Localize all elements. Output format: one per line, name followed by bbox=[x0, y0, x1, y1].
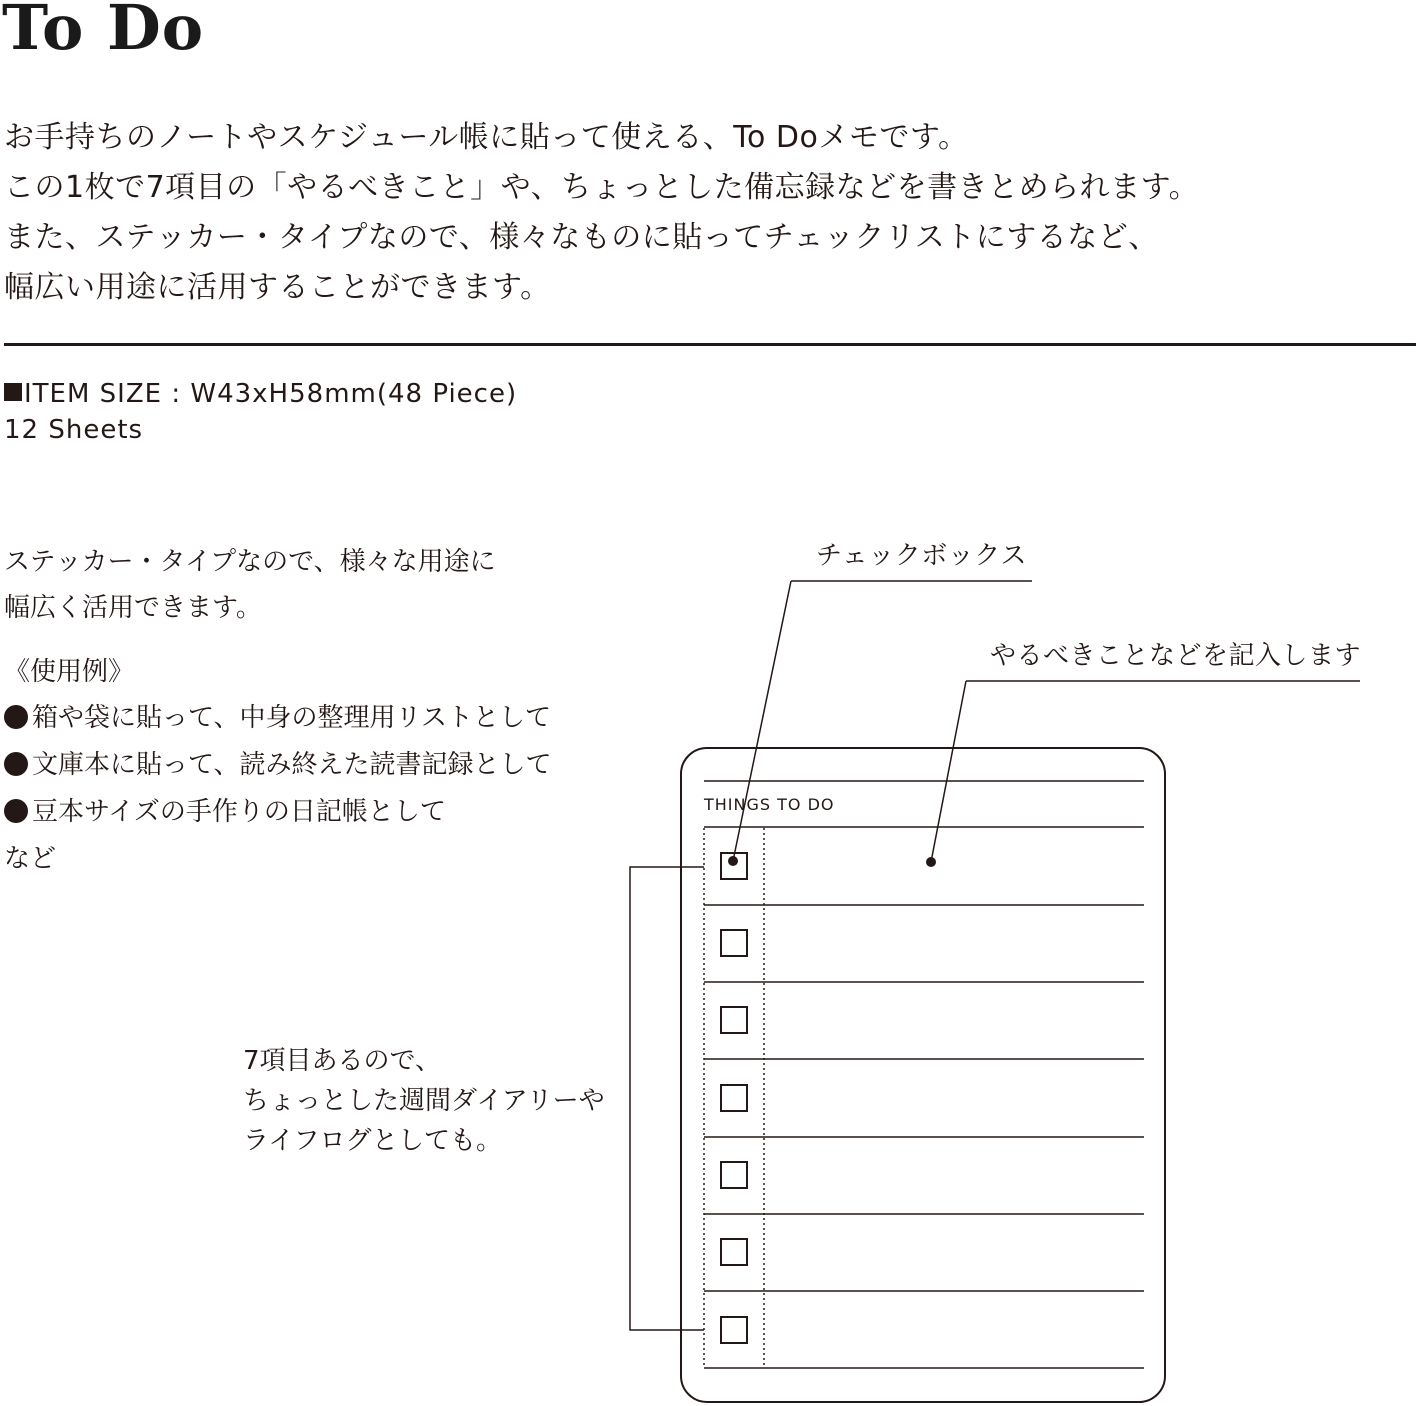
checkbox-callout-leader bbox=[733, 581, 791, 861]
usage-example-text: 豆本サイズの手作りの日記帳として bbox=[32, 797, 446, 827]
checkbox-icon bbox=[721, 930, 747, 956]
card-heading: THINGS TO DO bbox=[704, 795, 835, 814]
checkbox-icon bbox=[721, 1162, 747, 1188]
intro-line: また、ステッカー・タイプなので、様々なものに貼ってチェックリストにするなど、 bbox=[4, 220, 1159, 255]
seven-items-note-line: ちょっとした週間ダイアリーや bbox=[243, 1086, 605, 1116]
checkbox-callout-label: チェックボックス bbox=[816, 541, 1027, 571]
usage-example-text: 文庫本に貼って、読み終えた読書記録として bbox=[32, 750, 552, 780]
item-size-text: ITEM SIZE : W43xH58mm(48 Piece) bbox=[24, 379, 518, 409]
usage-lead-line: ステッカー・タイプなので、様々な用途に bbox=[4, 547, 496, 577]
sticker-card-outline bbox=[681, 748, 1165, 1402]
checkbox-icon bbox=[721, 1317, 747, 1343]
usage-lead-line: 幅広く活用できます。 bbox=[4, 593, 262, 623]
usage-example-text: 箱や袋に貼って、中身の整理用リストとして bbox=[32, 703, 551, 733]
seven-items-bracket bbox=[630, 867, 704, 1330]
entry-callout-label: やるべきことなどを記入します bbox=[990, 641, 1362, 671]
checkbox-icon bbox=[721, 1007, 747, 1033]
seven-items-note-line: ライフログとしても。 bbox=[243, 1126, 502, 1156]
intro-line: この1枚で7項目の「やるべきこと」や、ちょっとした備忘録などを書きとめられます。 bbox=[4, 170, 1200, 205]
checkbox-icon bbox=[721, 1239, 747, 1265]
seven-items-note-line: 7項目あるので、 bbox=[243, 1046, 442, 1076]
entry-callout-dot bbox=[926, 857, 936, 867]
intro-line: 幅広い用途に活用することができます。 bbox=[4, 270, 551, 305]
intro-line: お手持ちのノートやスケジュール帳に貼って使える、To Doメモです。 bbox=[4, 120, 969, 155]
page-title: To Do bbox=[2, 0, 205, 64]
checkbox-callout-dot bbox=[728, 856, 738, 866]
item-sheets-line: 12 Sheets bbox=[4, 415, 144, 445]
usage-examples-suffix: など bbox=[4, 844, 57, 874]
checkbox-icon bbox=[721, 1085, 747, 1111]
usage-examples-title: 《使用例》 bbox=[4, 657, 135, 687]
entry-callout-leader bbox=[931, 681, 966, 862]
